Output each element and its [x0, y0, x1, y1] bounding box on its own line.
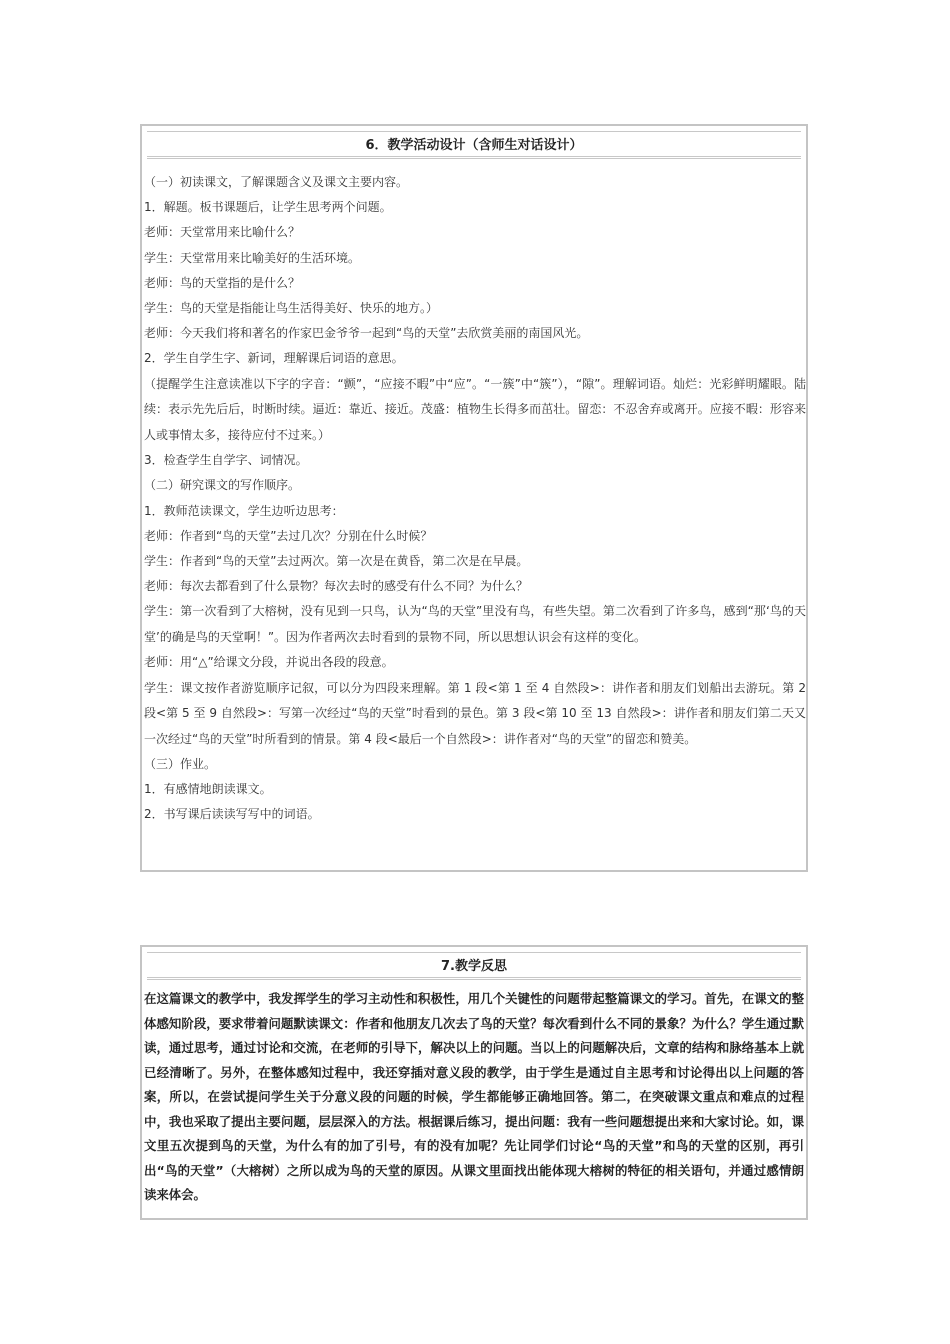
paragraph: 老师：天堂常用来比喻什么？: [144, 225, 301, 240]
section-title: 6．教学活动设计（含师生对话设计）: [147, 131, 801, 159]
paragraph: （三）作业。: [144, 757, 217, 772]
paragraph: 1．解题。板书课题后，让学生思考两个问题。: [144, 200, 392, 215]
paragraph: 老师：用“△”给课文分段，并说出各段的段意。: [144, 655, 394, 670]
paragraph: 1．有感情地朗读课文。: [144, 782, 272, 797]
paragraph: 老师：鸟的天堂指的是什么？: [144, 275, 301, 290]
paragraph: 3．检查学生自学字、词情况。: [144, 453, 308, 468]
paragraph: 老师：今天我们将和著名的作家巴金爷爷一起到“鸟的天堂”去欣赏美丽的南国风光。: [144, 326, 589, 341]
teaching-activity-section: [140, 124, 808, 872]
paragraph: 学生：鸟的天堂是指能让鸟生活得美好、快乐的地方。）: [144, 301, 439, 316]
section-title: 7.教学反思: [147, 952, 801, 980]
paragraph: （二）研究课文的写作顺序。: [144, 478, 301, 493]
paragraph: （一）初读课文，了解课题含义及课文主要内容。: [144, 175, 409, 189]
paragraph: 2．学生自学生字、新词，理解课后词语的意思。: [144, 351, 404, 366]
paragraph: 学生：作者到“鸟的天堂”去过两次。第一次是在黄昏，第二次是在早晨。: [144, 553, 529, 568]
paragraph: 学生：第一次看到了大榕树，没有见到一只鸟，认为“鸟的天堂”里没有鸟，有些失望。第二次看到了许多鸟，感到“那‘鸟的天堂’的确是鸟的天堂啊！”。因为作者两次去时看到的景物不同，所以思想认识会有这样的变化。: [144, 604, 806, 644]
paragraph: 学生：课文按作者游览顺序记叙，可以分为四段来理解。第 1 段<第 1 至 4 自然段>：讲作者和朋友们划船出去游玩。第 2 段<第 5 至 9 自然段>：写第一次经过“鸟的天堂”时看到的景色。第 3 段<第 10 至 13 自然段>：讲作者和朋友们第二天又一次经过“鸟的天堂”时所看到的情景。第 4 段<最后一个自然段>：讲作者对“鸟的天堂”的留恋和赞美。: [144, 680, 806, 746]
paragraph: 学生：天堂常用来比喻美好的生活环境。: [144, 250, 361, 265]
paragraph: 2．书写课后读读写写中的词语。: [144, 807, 320, 822]
paragraph: 1．教师范读课文，学生边听边思考：: [144, 503, 344, 518]
paragraph: （提醒学生注意读准以下字的字音：“颤”，“应接不暇”中“应”。“一簇”中“簇”），“隙”。理解词语。灿烂：光彩鲜明耀眼。陆续：表示先先后后，时断时续。逼近：靠近、接近。茂盛：植物生长得多而茁壮。留恋：不忍舍弃或离开。应接不暇：形容来人或事情太多，接待应付不过来。）: [144, 376, 806, 442]
paragraph: 在这篇课文的教学中，我发挥学生的学习主动性和积极性，用几个关键性的问题带起整篇课文的学习。首先，在课文的整体感知阶段，要求带着问题默读课文：作者和他朋友几次去了鸟的天堂？每次看到什么不同的景象？为什么？学生通过默读，通过思考，通过讨论和交流，在老师的引导下，解决以上的问题。当以上的问题解决后，文章的结构和脉络基本上就已经清晰了。另外，在整体感知过程中，我还穿插对意义段的教学，由于学生是通过自主思考和讨论得出以上问题的答案，所以，在尝试提问学生关于分意义段的问题的时候，学生都能够正确地回答。第二，在突破课文重点和难点的过程中，我也采取了提出主要问题，层层深入的方法。根据课后练习，提出问题：我有一些问题想提出来和大家讨论。如，课文里五次提到鸟的天堂，为什么有的加了引号，有的没有加呢？先让同学们讨论“鸟的天堂”和鸟的天堂的区别，再引出“鸟的天堂”（大榕树）之所以成为鸟的天堂的原因。从课文里面找出能体现大榕树的特征的相关语句，并通过感情朗读来体会。: [144, 991, 804, 1202]
section-body: [144, 987, 804, 1208]
section-body: [144, 170, 806, 828]
paragraph: 老师：每次去都看到了什么景物？每次去时的感受有什么不同？为什么？: [144, 579, 529, 594]
paragraph: 老师：作者到“鸟的天堂”去过几次？分别在什么时候？: [144, 528, 433, 543]
teaching-reflection-section: [140, 945, 808, 1220]
